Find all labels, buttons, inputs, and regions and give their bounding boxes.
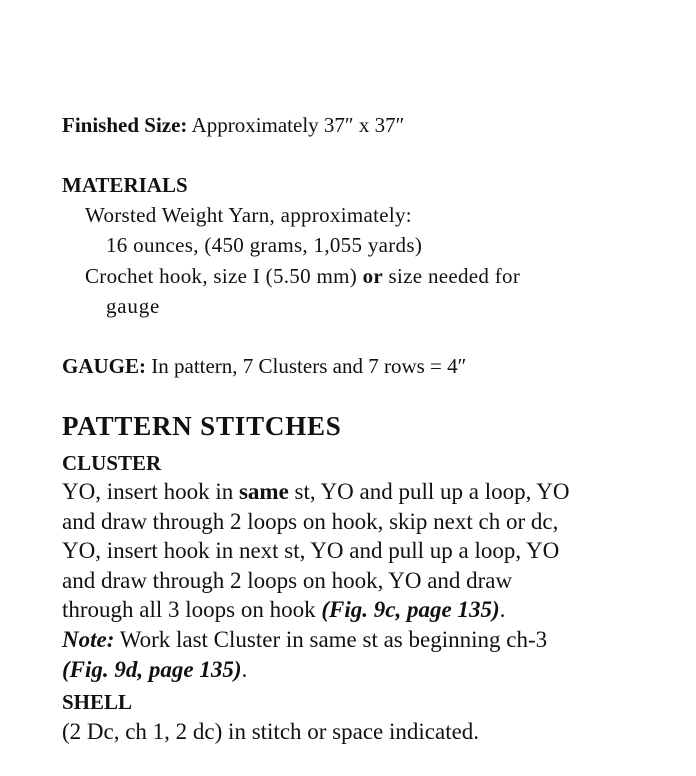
gauge-label: GAUGE: [62, 354, 146, 378]
cluster-line-1-pre: YO, insert hook in [62, 479, 239, 504]
finished-size-label: Finished Size: [62, 113, 188, 137]
cluster-line-5-post: . [499, 597, 506, 622]
materials-hook-post: size needed for [383, 264, 521, 288]
materials-heading: MATERIALS [62, 173, 188, 197]
cluster-heading: CLUSTER [62, 451, 162, 475]
cluster-note-ref-line [62, 657, 247, 683]
cluster-line-1 [62, 479, 569, 505]
cluster-line-5-pre: through all 3 loops on hook [62, 597, 322, 622]
gauge-line [62, 354, 466, 379]
materials-hook-line [85, 264, 520, 289]
note-label: Note: [62, 627, 115, 652]
cluster-line-3: YO, insert hook in next st, YO and pull up a loop, YO [62, 538, 560, 563]
shell-heading: SHELL [62, 690, 133, 714]
materials-hook-cont: gauge [106, 294, 161, 318]
shell-text: (2 Dc, ch 1, 2 dc) in stitch or space indicated. [62, 719, 480, 744]
materials-yarn: Worsted Weight Yarn, approximately: [85, 203, 412, 227]
cluster-note-line [62, 627, 547, 653]
gauge-value: In pattern, 7 Clusters and 7 rows = 4″ [146, 354, 467, 378]
cluster-same-emphasis: same [238, 479, 289, 504]
figure-reference-9d: (Fig. 9d, page 135) [62, 657, 242, 682]
cluster-line-1-post: st, YO and pull up a loop, YO [288, 479, 570, 504]
cluster-line-4: and draw through 2 loops on hook, YO and draw [62, 568, 513, 593]
note-text: Work last Cluster in same st as beginning ch-3 [114, 627, 548, 652]
finished-size-value: Approximately 37″ x 37″ [187, 113, 405, 137]
finished-size-line [62, 113, 404, 138]
materials-hook-pre: Crochet hook, size I (5.50 mm) [85, 264, 363, 288]
note-ref-post: . [241, 657, 248, 682]
pattern-stitches-heading: PATTERN STITCHES [62, 411, 342, 441]
materials-yarn-amount: 16 ounces, (450 grams, 1,055 yards) [106, 233, 423, 257]
cluster-line-5 [62, 597, 505, 623]
cluster-line-2: and draw through 2 loops on hook, skip next ch or dc, [62, 509, 559, 534]
figure-reference-9c: (Fig. 9c, page 135) [321, 597, 500, 622]
materials-hook-or: or [362, 264, 383, 288]
